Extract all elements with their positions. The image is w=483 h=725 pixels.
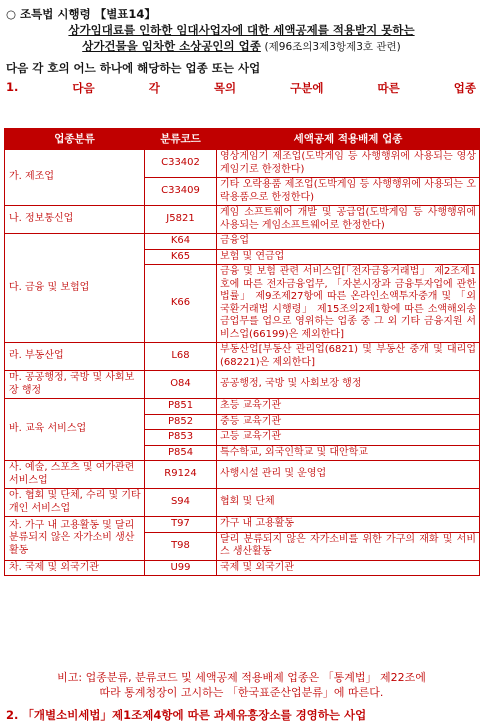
- excluded-industry-cell: 영상게임기 제조업(도박게임 등 사행행위에 사용되는 영상게임기로 한정한다): [217, 150, 480, 178]
- section-2-heading: 2. 「개별소비세법」제1조제4항에 따른 과세유흥장소를 경영하는 사업: [6, 708, 367, 722]
- excluded-industry-cell: 사행시설 관리 및 운영업: [217, 461, 480, 489]
- industry-category-cell: 가. 제조업: [5, 150, 145, 206]
- header-excluded-industry: 세액공제 적용배제 업종: [217, 129, 480, 150]
- table-row: [5, 343, 480, 371]
- industry-category-cell: 라. 부동산업: [5, 343, 145, 371]
- section-1-word: 구분에: [290, 81, 324, 95]
- excluded-industry-cell: 협회 및 단체: [217, 489, 480, 517]
- classification-code-cell: R9124: [145, 461, 217, 489]
- table-row: [5, 461, 480, 489]
- industry-category-cell: 나. 정보통신업: [5, 206, 145, 234]
- classification-code-cell: K64: [145, 234, 217, 250]
- industry-category-cell: 다. 금융 및 보험업: [5, 234, 145, 343]
- classification-code-cell: K65: [145, 249, 217, 265]
- classification-code-cell: C33409: [145, 178, 217, 206]
- table-row: [5, 489, 480, 517]
- excluded-industry-cell: 특수학교, 외국인학교 및 대안학교: [217, 445, 480, 461]
- classification-code-cell: T98: [145, 532, 217, 560]
- classification-code-cell: U99: [145, 560, 217, 576]
- section-1-word: 업종: [453, 81, 476, 95]
- subtitle-main: 상가건물을 임차한 소상공인의 업종: [82, 39, 261, 53]
- table-row: [5, 234, 480, 250]
- table-row: [5, 399, 480, 415]
- header-code: 분류코드: [145, 129, 217, 150]
- table-row: [5, 206, 480, 234]
- industry-category-cell: 자. 가구 내 고용활동 및 달리 분류되지 않은 자가소비 생산활동: [5, 517, 145, 561]
- excluded-industry-cell: 보험 및 연금업: [217, 249, 480, 265]
- decree-reference: ○ 조특법 시행령 【별표14】: [6, 7, 156, 21]
- classification-code-cell: K66: [145, 265, 217, 343]
- industry-category-cell: 마. 공공행정, 국방 및 사회보장 행정: [5, 371, 145, 399]
- industry-category-cell: 아. 협회 및 단체, 수리 및 기타 개인 서비스업: [5, 489, 145, 517]
- industry-category-cell: 차. 국제 및 외국기관: [5, 560, 145, 576]
- table-row: [5, 517, 480, 533]
- excluded-industry-cell: 고등 교육기관: [217, 430, 480, 446]
- document-subtitle: [0, 38, 483, 54]
- remark-note: [0, 670, 483, 700]
- remark-line-1: 비고: 업종분류, 분류코드 및 세액공제 적용배제 업종은 「통계법」 제22조에: [57, 671, 426, 684]
- section-1-word: 따른: [377, 81, 400, 95]
- excluded-industry-cell: 기타 오락용품 제조업(도박게임 등 사행행위에 사용되는 오락용품으로 한정한다): [217, 178, 480, 206]
- industry-category-cell: 바. 교육 서비스업: [5, 399, 145, 461]
- classification-code-cell: S94: [145, 489, 217, 517]
- excluded-industry-cell: 게임 소프트웨어 개발 및 공급업(도박게임 등 사행행위에 사용되는 게임소프트웨어로 한정한다): [217, 206, 480, 234]
- excluded-industry-cell: 가구 내 고용활동: [217, 517, 480, 533]
- section-1-word: 다음: [72, 81, 95, 95]
- table-row: [5, 371, 480, 399]
- table-header-row: [5, 129, 480, 150]
- remark-line-2: 따라 통계청장이 고시하는 「한국표준산업분류」에 따른다.: [99, 686, 384, 699]
- excluded-industry-cell: 공공행정, 국방 및 사회보장 행정: [217, 371, 480, 399]
- classification-code-cell: P851: [145, 399, 217, 415]
- section-1-heading: [6, 80, 476, 96]
- classification-code-cell: O84: [145, 371, 217, 399]
- section-1-word: 목의: [213, 81, 237, 95]
- excluded-industry-cell: 금융 및 보험 관련 서비스업[「전자금융거래법」 제2조제1호에 따른 전자금융업무, 「자본시장과 금융투자업에 관한 법률」 제9조제27항에 따른 온라인소액투자중개 및 「외국환거래법 시행령」 제15조의2제1항에 따른 소액해외송금업무를 업으로 영위하는 업종 중 그 외 기타 금융지원 서비스업(66199)은 제외한다]: [217, 265, 480, 343]
- section-1-word: 각: [148, 81, 160, 95]
- table-row: [5, 560, 480, 576]
- classification-code-cell: P852: [145, 414, 217, 430]
- header-industry: 업종분류: [5, 129, 145, 150]
- classification-code-cell: C33402: [145, 150, 217, 178]
- classification-code-cell: P854: [145, 445, 217, 461]
- excluded-industry-cell: 금융업: [217, 234, 480, 250]
- classification-code-cell: J5821: [145, 206, 217, 234]
- section-1-word: 1.: [6, 80, 19, 94]
- industry-exclusion-table: [4, 128, 480, 576]
- classification-code-cell: T97: [145, 517, 217, 533]
- excluded-industry-cell: 부동산업[부동산 관리업(6821) 및 부동산 중개 및 대리업(68221)은 제외한다]: [217, 343, 480, 371]
- excluded-industry-cell: 중등 교육기관: [217, 414, 480, 430]
- document-title: 상가임대료를 인하한 임대사업자에 대한 세액공제를 적용받지 못하는: [68, 23, 415, 37]
- table-body: [5, 150, 480, 576]
- lead-sentence: 다음 각 호의 어느 하나에 해당하는 업종 또는 사업: [6, 61, 261, 75]
- industry-category-cell: 사. 예술, 스포츠 및 여가관련 서비스업: [5, 461, 145, 489]
- subtitle-note: (제96조의3제3항제3호 관련): [264, 41, 401, 53]
- classification-code-cell: L68: [145, 343, 217, 371]
- excluded-industry-cell: 초등 교육기관: [217, 399, 480, 415]
- excluded-industry-cell: 국제 및 외국기관: [217, 560, 480, 576]
- classification-code-cell: P853: [145, 430, 217, 446]
- table-row: [5, 150, 480, 178]
- excluded-industry-cell: 달리 분류되지 않은 자가소비를 위한 가구의 재화 및 서비스 생산활동: [217, 532, 480, 560]
